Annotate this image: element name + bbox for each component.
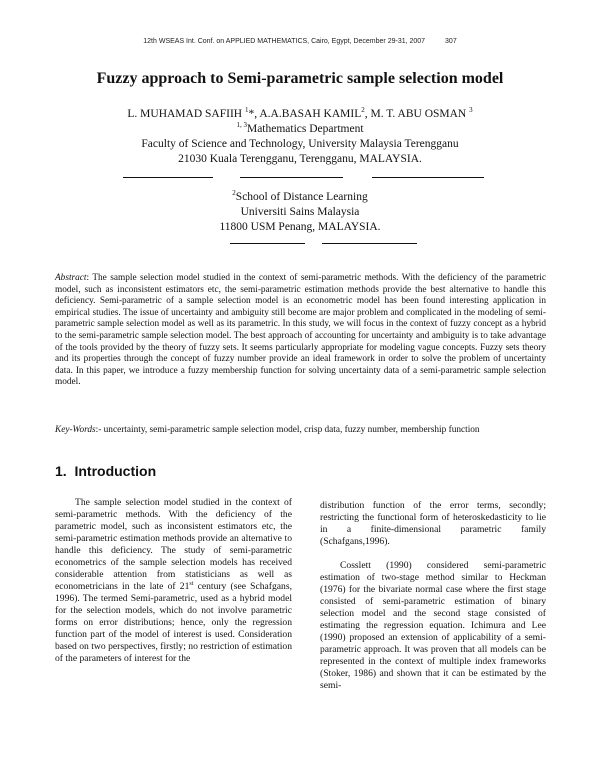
- affiliation-2-school: [0, 190, 600, 205]
- abstract: [55, 273, 546, 389]
- affiliation-2-school-text: School of Distance Learning: [235, 191, 368, 203]
- author-1-affil: 1: [244, 106, 249, 115]
- abstract-label: Abstract: [55, 273, 87, 283]
- separator-line: [230, 243, 305, 244]
- author-2: A.A.BASAH KAMIL: [259, 108, 362, 120]
- abstract-text: : The sample selection model studied in the context of semi-parametric methods. With the deficiency of the parametric model, such as inconsistent estimators etc, the semi-parametric estimation methods provide the best alternative to handle this deficiency. Semi-parametric of a sample selection model is an econometric model has been found interesting application in empirical studies. The issue of uncertainty and ambiguity still become are major problem and complicated in the modeling of semi-parametric sample selection model as well as its parametric. In this study, we will focus in the context of fuzzy concept as a hybrid to the semi-parametric sample selection model. The best approach of accounting for uncertainty and ambiguity is to take advantage of the tools provided by the theory of fuzzy sets. It seems particularly appropriate for modeling vague concepts. Fuzzy sets theory and its properties through the concept of fuzzy number provide an ideal framework in order to solve the problem of uncertainty data. In this paper, we introduce a fuzzy membership function for solving uncertainty data of a semi-parametric sample selection model.: [55, 273, 546, 388]
- affiliation-2-sup: 2: [232, 189, 236, 198]
- paragraph-continued: distribution function of the error terms, secondly; restricting the functional form of heteroskedasticity to lie in a finite-dimensional parametric family (Schafgans,1996).: [320, 500, 546, 547]
- ordinal-sup: st: [189, 580, 194, 587]
- section-number: 1.: [55, 463, 67, 479]
- running-header: [0, 38, 600, 45]
- separator-line: [322, 243, 417, 244]
- section-title: Introduction: [74, 463, 157, 479]
- separator-line: [123, 177, 213, 178]
- author-block: [0, 107, 600, 167]
- intro-text-3: used as a hybrid model for the selection models, which do not involve parametric forms on error distributions; hence, only the regression function part of the model of interest is used. Consideration based on two perspectives, firstly; no restriction of estimation of the parameters of interest for the: [55, 593, 292, 664]
- affiliation-2-block: [0, 190, 600, 235]
- page-number: 307: [445, 38, 457, 45]
- author-3-affil: 3: [469, 106, 473, 115]
- keywords: [55, 425, 546, 437]
- intro-paragraph: [55, 497, 292, 665]
- intro-text-1: The sample selection model studied in the context of semi-parametric methods. With the deficiency of the parametric model, such as inconsistent estimators etc, the semi-parametric estimation methods provide an alternative to handle this deficiency. The study of semi-parametric econometrics of the sample selection models has received considerable attention from statisticians as well as econometricians in the late of 21: [55, 497, 292, 592]
- affiliation-1-faculty: Faculty of Science and Technology, University Malaysia Terengganu: [141, 138, 459, 150]
- left-column: [55, 497, 292, 665]
- author-1: L. MUHAMAD SAFIIH: [127, 108, 243, 120]
- intro-term: Semi-parametric,: [130, 593, 198, 604]
- author-2-affil: 2: [361, 106, 365, 115]
- author-3: M. T. ABU OSMAN: [370, 108, 467, 120]
- separator-line: [372, 177, 484, 178]
- paper-title: Fuzzy approach to Semi-parametric sample selection model: [96, 70, 504, 87]
- keywords-label: Key-Words: [55, 425, 96, 435]
- author-separator: ,: [364, 108, 371, 120]
- author-line: [0, 107, 600, 122]
- conference-name: 12th WSEAS Int. Conf. on APPLIED MATHEMATICS, Cairo, Egypt, December 29-31, 2007: [143, 38, 426, 45]
- author-separator: ,: [254, 108, 260, 120]
- affiliation-2-address: 11800 USM Penang, MALAYSIA.: [219, 221, 381, 233]
- keywords-text: :- uncertainty, semi-parametric sample selection model, crisp data, fuzzy number, membership function: [95, 425, 480, 435]
- separator-line: [240, 177, 343, 178]
- affiliation-1-dept: [0, 122, 600, 137]
- right-column: [320, 500, 546, 692]
- affiliation-1-dept-text: Mathematics Department: [246, 123, 364, 135]
- affiliation-1-address: 21030 Kuala Terengganu, Terengganu, MALAYSIA.: [178, 153, 422, 165]
- section-heading: [55, 463, 156, 479]
- intro-text-2: century (see Schafgans, 1996). The termed: [55, 581, 292, 604]
- corresponding-mark: *: [248, 108, 255, 120]
- affiliation-1-sup: 1, 3: [236, 121, 247, 130]
- affiliation-2-university: Universiti Sains Malaysia: [240, 206, 360, 218]
- paragraph: Cosslett (1990) considered semi-parametric estimation of two-stage method similar to Heckman (1976) for the bivariate normal case where the first stage consisted of semi-parametric estimation of binary selection model and the second stage consisted of estimating the regression equation. Ichimura and Lee (1990) proposed an extension of applicability of a semi-parametric approach. It was proven that all models can be represented in the context of multiple index frameworks (Stoker, 1986) and shown that it can be estimated by the semi-: [320, 560, 546, 691]
